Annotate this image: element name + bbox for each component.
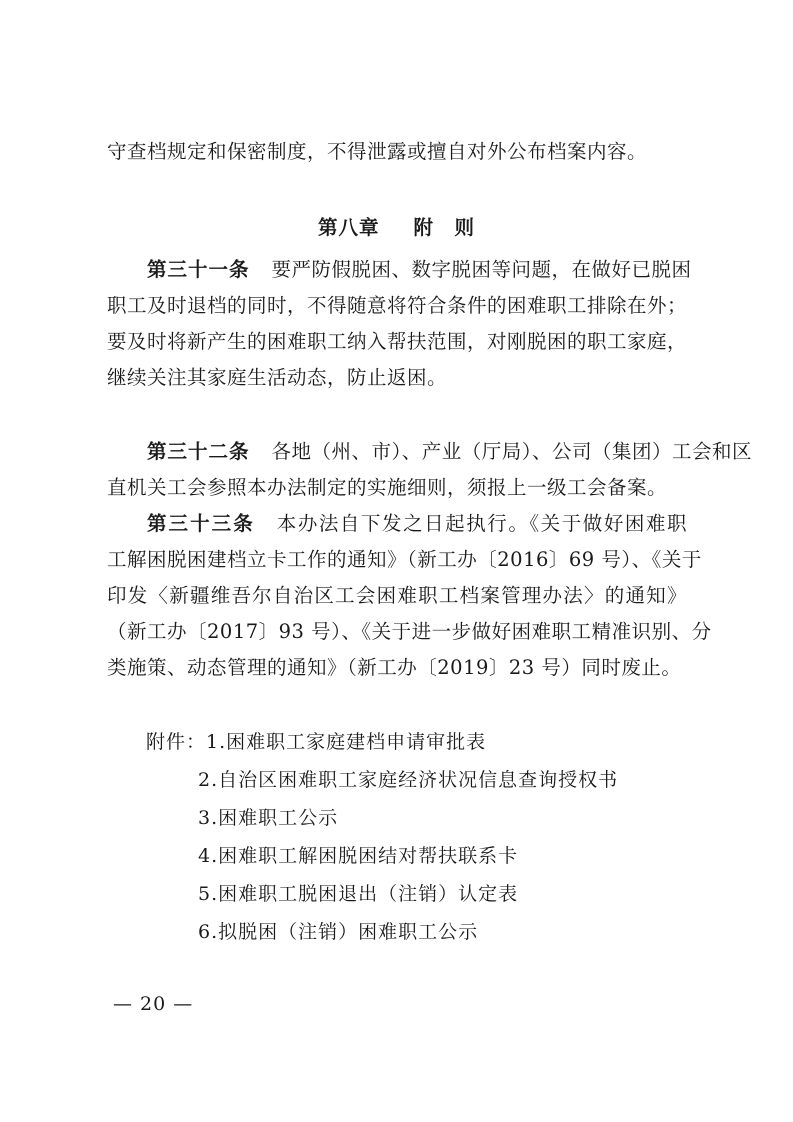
article-33-label: 第三十三条 — [147, 512, 255, 535]
attachment-item: 3.困难职工公示 — [198, 807, 339, 829]
opening-line: 守查档规定和保密制度，不得泄露或擅自对外公布档案内容。 — [107, 140, 648, 163]
chapter-label: 第八章 — [317, 216, 380, 239]
article-33-line-1 — [147, 510, 687, 538]
article-32-label: 第三十二条 — [147, 440, 250, 463]
article-31-line-1 — [147, 256, 692, 284]
attachment-item: 2.自治区困难职工家庭经济状况信息查询授权书 — [198, 769, 619, 791]
article-33-line-4: （新工办〔2017〕93 号）、《关于进一步做好困难职工精准识别、分 — [107, 620, 712, 643]
attachment-item: 4.困难职工解困脱困结对帮扶联系卡 — [198, 845, 519, 867]
attachment-item: 6.拟脱困（注销）困难职工公示 — [198, 921, 479, 943]
article-33-line-2: 工解困脱困建档立卡工作的通知》（新工办〔2016〕69 号）、《关于 — [107, 548, 702, 571]
chapter-heading — [0, 214, 793, 242]
article-33-line-3: 印发〈新疆维吾尔自治区工会困难职工档案管理办法〉的通知》 — [107, 584, 687, 607]
attachment-item: 1.困难职工家庭建档申请审批表 — [206, 731, 487, 753]
attachment-list-first — [146, 728, 486, 756]
article-31-text-1: 要严防假脱困、数字脱困等问题，在做好已脱困 — [271, 258, 692, 281]
article-32-line-1 — [147, 438, 753, 466]
attachment-item: 5.困难职工脱困退出（注销）认定表 — [198, 883, 519, 905]
article-33-line-5: 类施策、动态管理的通知》（新工办〔2019〕23 号）同时废止。 — [107, 656, 682, 679]
attachments-label: 附件： — [146, 731, 207, 753]
chapter-name: 附 则 — [413, 216, 476, 239]
article-31-line-3: 要及时将新产生的困难职工纳入帮扶范围，对刚脱困的职工家庭， — [107, 330, 688, 353]
article-32-text-1: 各地（州、市）、产业（厅局）、公司（集团）工会和区 — [271, 440, 753, 463]
article-33-text-1: 本办法自下发之日起执行。《关于做好困难职 — [276, 512, 687, 535]
page-number: — 20 — — [113, 993, 194, 1015]
article-32-line-2: 直机关工会参照本办法制定的实施细则，须报上一级工会备案。 — [107, 476, 668, 499]
article-31-line-4: 继续关注其家庭生活动态，防止返困。 — [107, 366, 448, 389]
article-31-label: 第三十一条 — [147, 258, 250, 281]
article-31-line-2: 职工及时退档的同时，不得随意将符合条件的困难职工排除在外； — [107, 294, 688, 317]
